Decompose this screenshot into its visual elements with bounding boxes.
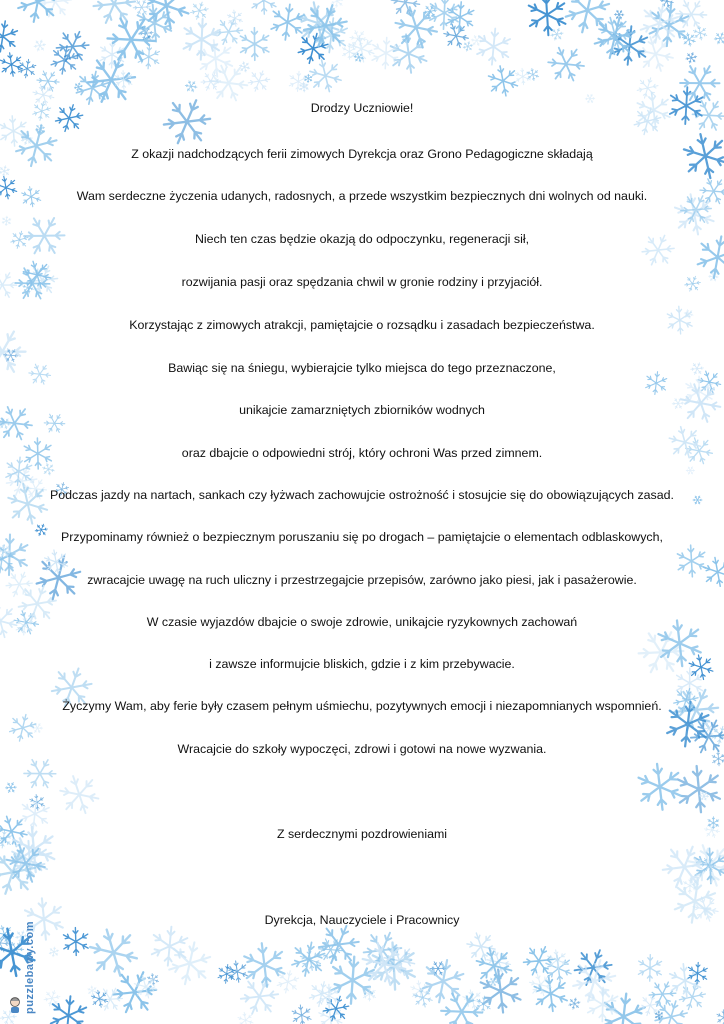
paragraph-line: W czasie wyjazdów dbajcie o swoje zdrowie, unikajcie ryzykownych zachowań <box>146 615 578 629</box>
paragraph-line: oraz dbajcie o odpowiedni strój, który ochroni Was przed zimnem. <box>181 446 543 460</box>
paragraph-line: Przypominamy również o bezpiecznym poruszaniu się po drogach – pamiętajcie o elementach odblaskowych, <box>61 530 663 544</box>
paragraph-line: zwracajcie uwagę na ruch uliczny i przestrzegajcie przepisów, zarówno jako piesi, jak i pasażerowie. <box>87 573 637 587</box>
watermark: puzzlebawy.com <box>24 921 36 1014</box>
paragraph-line: Podczas jazdy na nartach, sankach czy łyżwach zachowujcie ostrożność i stosujcie się do obowiązujących zasad. <box>50 488 674 502</box>
paragraph-line: Z okazji nadchodzących ferii zimowych Dyrekcja oraz Grono Pedagogiczne składają <box>131 147 593 161</box>
paragraph-line: i zawsze informujcie bliskich, gdzie i z kim przebywacie. <box>209 657 515 671</box>
paragraph-line: Korzystając z zimowych atrakcji, pamiętajcie o rozsądku i zasadach bezpieczeństwa. <box>129 318 595 332</box>
paragraph-line: rozwijania pasji oraz spędzania chwil w gronie rodziny i przyjaciół. <box>181 275 543 289</box>
paragraph-line: unikajcie zamarzniętych zbiorników wodnych <box>239 403 485 417</box>
avatar-icon <box>8 996 22 1014</box>
closing: Z serdecznymi pozdrowieniami <box>276 827 448 841</box>
paragraph-line: Wam serdeczne życzenia udanych, radosnych, a przede wszystkim bezpiecznych dni wolnych od nauki. <box>76 189 648 203</box>
paragraph-line: Niech ten czas będzie okazją do odpoczynku, regeneracji sił, <box>194 232 530 246</box>
paragraph-line: Wracajcie do szkoły wypoczęci, zdrowi i gotowi na nowe wyzwania. <box>177 742 547 756</box>
paragraph-line: Życzymy Wam, aby ferie były czasem pełnym uśmiechu, pozytywnych emocji i niezapomnianych wspomnień. <box>62 699 662 713</box>
signature: Dyrekcja, Nauczyciele i Pracownicy <box>264 913 460 927</box>
paragraph-line: Bawiąc się na śniegu, wybierajcie tylko miejsca do tego przeznaczone, <box>168 361 556 375</box>
greeting: Drodzy Uczniowie! <box>310 101 414 115</box>
